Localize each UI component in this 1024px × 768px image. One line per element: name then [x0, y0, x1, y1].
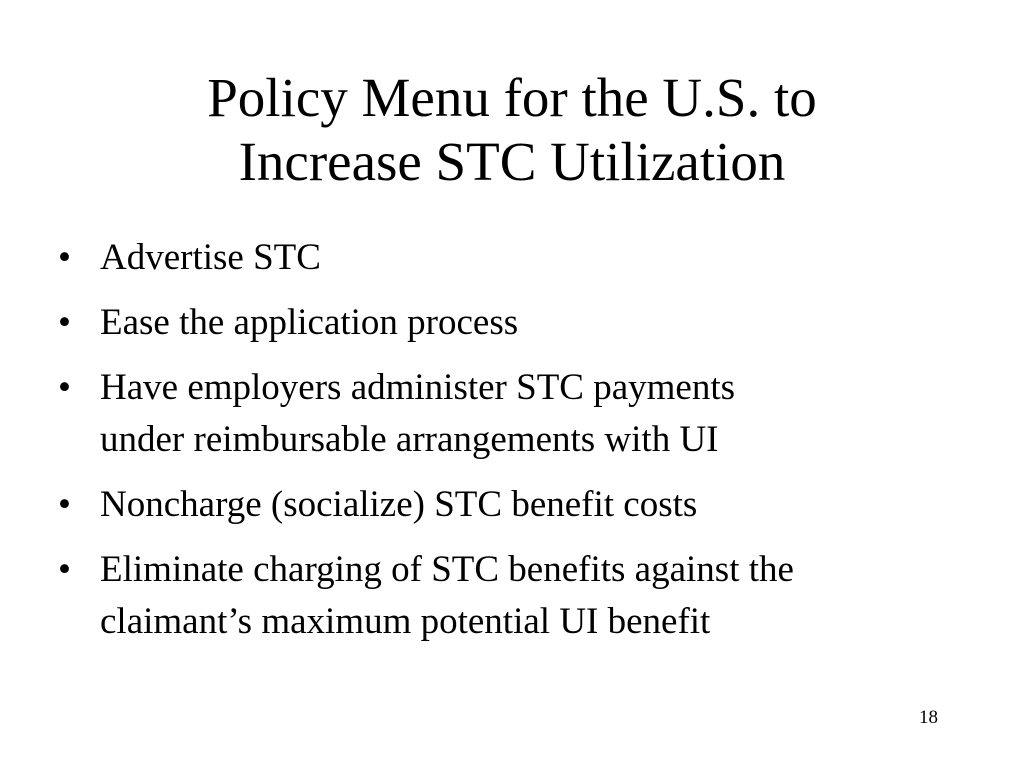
- bullet-text-line: Have employers administer STC payments: [100, 367, 736, 408]
- bullet-marker: •: [58, 367, 71, 408]
- bullet-marker: •: [58, 484, 71, 525]
- bullet-item: [58, 232, 978, 284]
- bullet-marker: •: [58, 237, 71, 278]
- bullet-text-line: claimant’s maximum potential UI benefit: [100, 601, 711, 642]
- bullet-text-line: Ease the application process: [100, 302, 519, 343]
- bullet-list: [58, 232, 978, 661]
- bullet-text-line: Eliminate charging of STC benefits against the: [100, 549, 794, 590]
- bullet-item: [58, 362, 978, 466]
- slide-title-line: Policy Menu for the U.S. to: [207, 67, 817, 128]
- slide-title-line: Increase STC Utilization: [238, 131, 786, 192]
- bullet-item: [58, 297, 978, 349]
- bullet-text-line: Advertise STC: [100, 237, 321, 278]
- bullet-text-line: under reimbursable arrangements with UI: [100, 419, 719, 460]
- bullet-item: [58, 479, 978, 531]
- bullet-marker: •: [58, 549, 71, 590]
- bullet-item: [58, 544, 978, 648]
- page-number: 18: [919, 707, 938, 728]
- bullet-text-line: Noncharge (socialize) STC benefit costs: [100, 484, 698, 525]
- bullet-marker: •: [58, 302, 71, 343]
- slide-title: [60, 66, 964, 194]
